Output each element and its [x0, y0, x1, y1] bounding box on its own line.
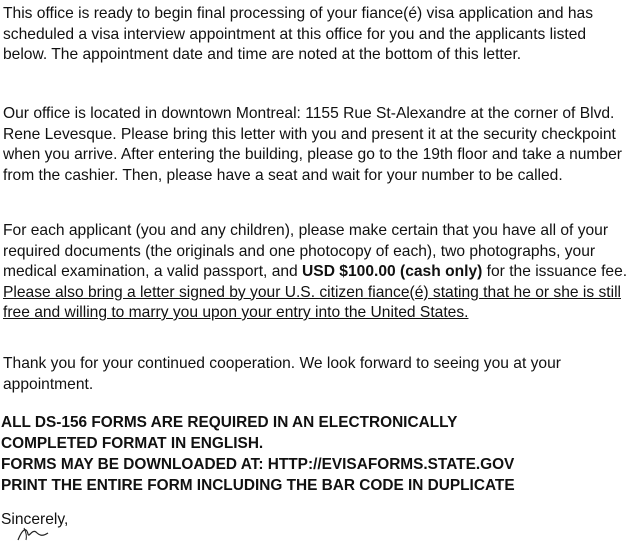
closing-salutation: Sincerely,: [1, 511, 69, 528]
issuance-fee-text: for the issuance fee.: [482, 263, 628, 280]
forms-notice: [1, 412, 631, 496]
fiance-letter-requirement: Please also bring a letter signed by your U.S. citizen fiance(é) stating that he or she is still free and willing to marry you upon your entry into the United States.: [3, 283, 621, 321]
paragraph-thank-you: Thank you for your continued cooperation. We look forward to seeing you at your appointment.: [3, 355, 561, 393]
forms-notice-line: FORMS MAY BE DOWNLOADED AT: HTTP://EVISAFORMS.STATE.GOV: [1, 456, 515, 473]
paragraph-office-location: Our office is located in downtown Montreal: 1155 Rue St-Alexandre at the corner of Blvd. Rene Levesque. Please bring this letter with you and present it at the security checkpoint when you arrive. After entering the building, please go to the 19th floor and take a number from the cashier. Then, please have a seat and wait for your number to be called.: [3, 105, 622, 184]
paragraph-requirements: [3, 221, 631, 324]
signature-icon: [14, 524, 54, 541]
forms-notice-line: COMPLETED FORMAT IN ENGLISH.: [1, 435, 264, 452]
issuance-fee-amount: USD $100.00 (cash only): [302, 263, 483, 280]
requirements-text: For each applicant (you and any children), please make certain that you have all of your required documents (the originals and one photocopy of each), two photographs, your medical examination, a valid passport, and: [3, 222, 609, 280]
forms-notice-line: ALL DS-156 FORMS ARE REQUIRED IN AN ELECTRONICALLY: [1, 414, 458, 431]
paragraph-processing: This office is ready to begin final processing of your fiance(é) visa application and has scheduled a visa interview appointment at this office for you and the applicants listed below. The appointment date and time are noted at the bottom of this letter.: [3, 5, 594, 63]
forms-notice-line: PRINT THE ENTIRE FORM INCLUDING THE BAR CODE IN DUPLICATE: [1, 477, 515, 494]
